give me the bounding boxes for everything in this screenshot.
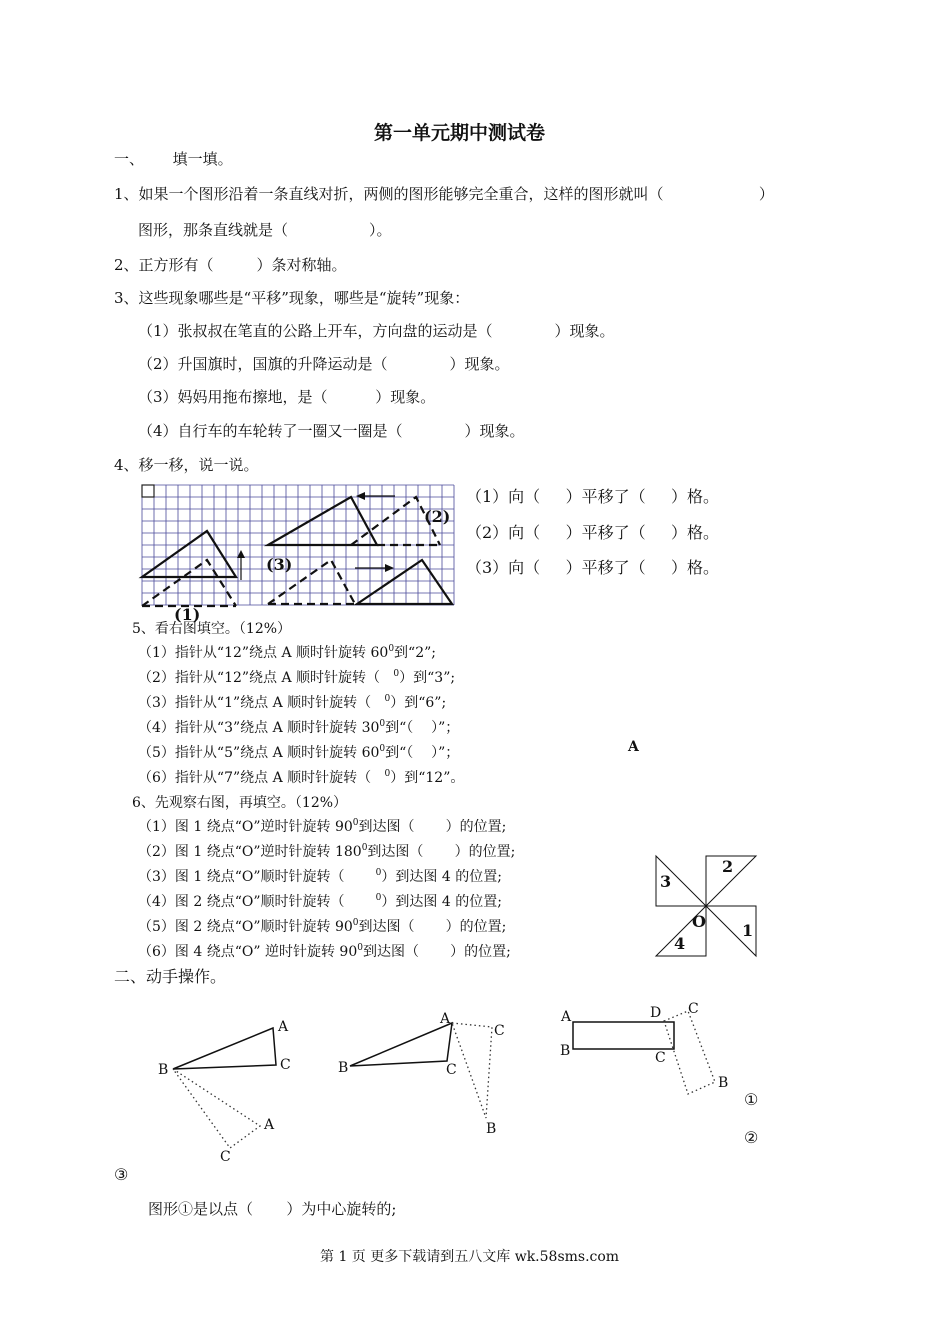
q5-item: （5）指针从“5”绕点 A 顺时针旋转 $60^0$到“（ ）”； (138, 744, 460, 761)
q6-item: （3）图 1 绕点“O”顺时针旋转（ $^0$）到达图 4 的位置; (138, 868, 502, 885)
fig2-label-c2: C (494, 1023, 505, 1039)
q1-line1: 1、如果一个图形沿着一条直线对折，两侧的图形能够完全重合，这样的图形就叫（ ） (114, 185, 774, 203)
grid-label-3: (3) (266, 555, 293, 574)
fig3-label-b2: B (718, 1075, 729, 1091)
mark-3: ③ (114, 1165, 129, 1184)
pinwheel-label-3: 3 (660, 872, 672, 891)
fig2-label-a: A (440, 1011, 451, 1027)
section1-heading: 一、 填一填。 (114, 150, 233, 168)
fig2-label-b2: B (486, 1121, 497, 1137)
q5-item: （2）指针从“12”绕点 A 顺时针旋转（ $^0$）到“3”; (138, 669, 456, 686)
q5-item: （6）指针从“7”绕点 A 顺时针旋转（ $^0$）到“12”。 (138, 769, 465, 786)
q3-item: （4）自行车的车轮转了一圈又一圈是（ ）现象。 (138, 422, 525, 440)
q4-item: （2）向（ ）平移了（ ）格。 (466, 523, 720, 542)
fig1-label-c2: C (220, 1149, 231, 1165)
fig3-label-a: A (561, 1009, 572, 1025)
q6-intro: 6、先观察右图，再填空。（12%） (132, 795, 348, 811)
mark-1: ① (744, 1090, 759, 1109)
section2-heading: 二、动手操作。 (114, 967, 227, 986)
q5-intro: 5、看右图填空。（12%） (132, 621, 292, 637)
q-last: 图形①是以点（ ）为中心旋转的; (148, 1200, 397, 1218)
q2: 2、正方形有（ ）条对称轴。 (114, 256, 347, 274)
fig3-label-d: D (650, 1005, 662, 1021)
q6-item: （6）图 4 绕点“O” 逆时针旋转 $90^0$到达图（ ）的位置; (138, 943, 511, 960)
grid-label-1: (1) (174, 605, 201, 624)
fig2-label-b: B (338, 1060, 349, 1076)
q6-item: （2）图 1 绕点“O”逆时针旋转 $180^0$到达图（ ）的位置; (138, 843, 516, 860)
clock-point-a: A (628, 739, 639, 755)
mark-2: ② (744, 1128, 759, 1147)
q1-line2: 图形，那条直线就是（ ）。 (138, 221, 392, 239)
q3-intro: 3、这些现象哪些是“平移”现象，哪些是“旋转”现象： (114, 289, 470, 307)
pinwheel-label-2: 2 (722, 857, 734, 876)
fig3-label-b: B (560, 1043, 571, 1059)
fig2-label-c: C (446, 1062, 457, 1078)
fig3-label-c: C (655, 1050, 666, 1066)
q4-item: （1）向（ ）平移了（ ）格。 (466, 487, 720, 506)
q3-item: （1）张叔叔在笔直的公路上开车，方向盘的运动是（ ）现象。 (138, 322, 615, 340)
fig3-label-c2: C (688, 1001, 699, 1017)
q4-item: （3）向（ ）平移了（ ）格。 (466, 558, 720, 577)
q3-item: （3）妈妈用拖布擦地，是（ ）现象。 (138, 388, 436, 406)
pinwheel-label-4: 4 (674, 934, 686, 953)
pinwheel-label-1: 1 (742, 921, 754, 940)
fig1-label-a: A (278, 1019, 289, 1035)
q4-intro: 4、移一移，说一说。 (114, 456, 259, 474)
pinwheel-label-o: O (692, 912, 706, 931)
q6-item: （5）图 2 绕点“O”顺时针旋转 $90^0$到达图（ ）的位置; (138, 918, 507, 935)
page-footer: 第 1 页 更多下载请到五八文库 wk.58sms.com (320, 1249, 620, 1265)
q6-item: （4）图 2 绕点“O”顺时针旋转（ $^0$）到达图 4 的位置; (138, 893, 502, 910)
fig1-label-b: B (158, 1062, 169, 1078)
page-title: 第一单元期中测试卷 (374, 122, 546, 144)
q5-item: （4）指针从“3”绕点 A 顺时针旋转 $30^0$到“（ ）”； (138, 719, 460, 736)
q6-item: （1）图 1 绕点“O”逆时针旋转 $90^0$到达图（ ）的位置; (138, 818, 507, 835)
fig1-label-a2: A (264, 1117, 275, 1133)
q3-item: （2）升国旗时，国旗的升降运动是（ ）现象。 (138, 355, 510, 373)
q5-item: （1）指针从“12”绕点 A 顺时针旋转 $60^0$到“2”; (138, 644, 436, 661)
fig1-label-c: C (280, 1057, 291, 1073)
grid-label-2: (2) (424, 507, 451, 526)
q5-item: （3）指针从“1”绕点 A 顺时针旋转（ $^0$）到“6”; (138, 694, 447, 711)
